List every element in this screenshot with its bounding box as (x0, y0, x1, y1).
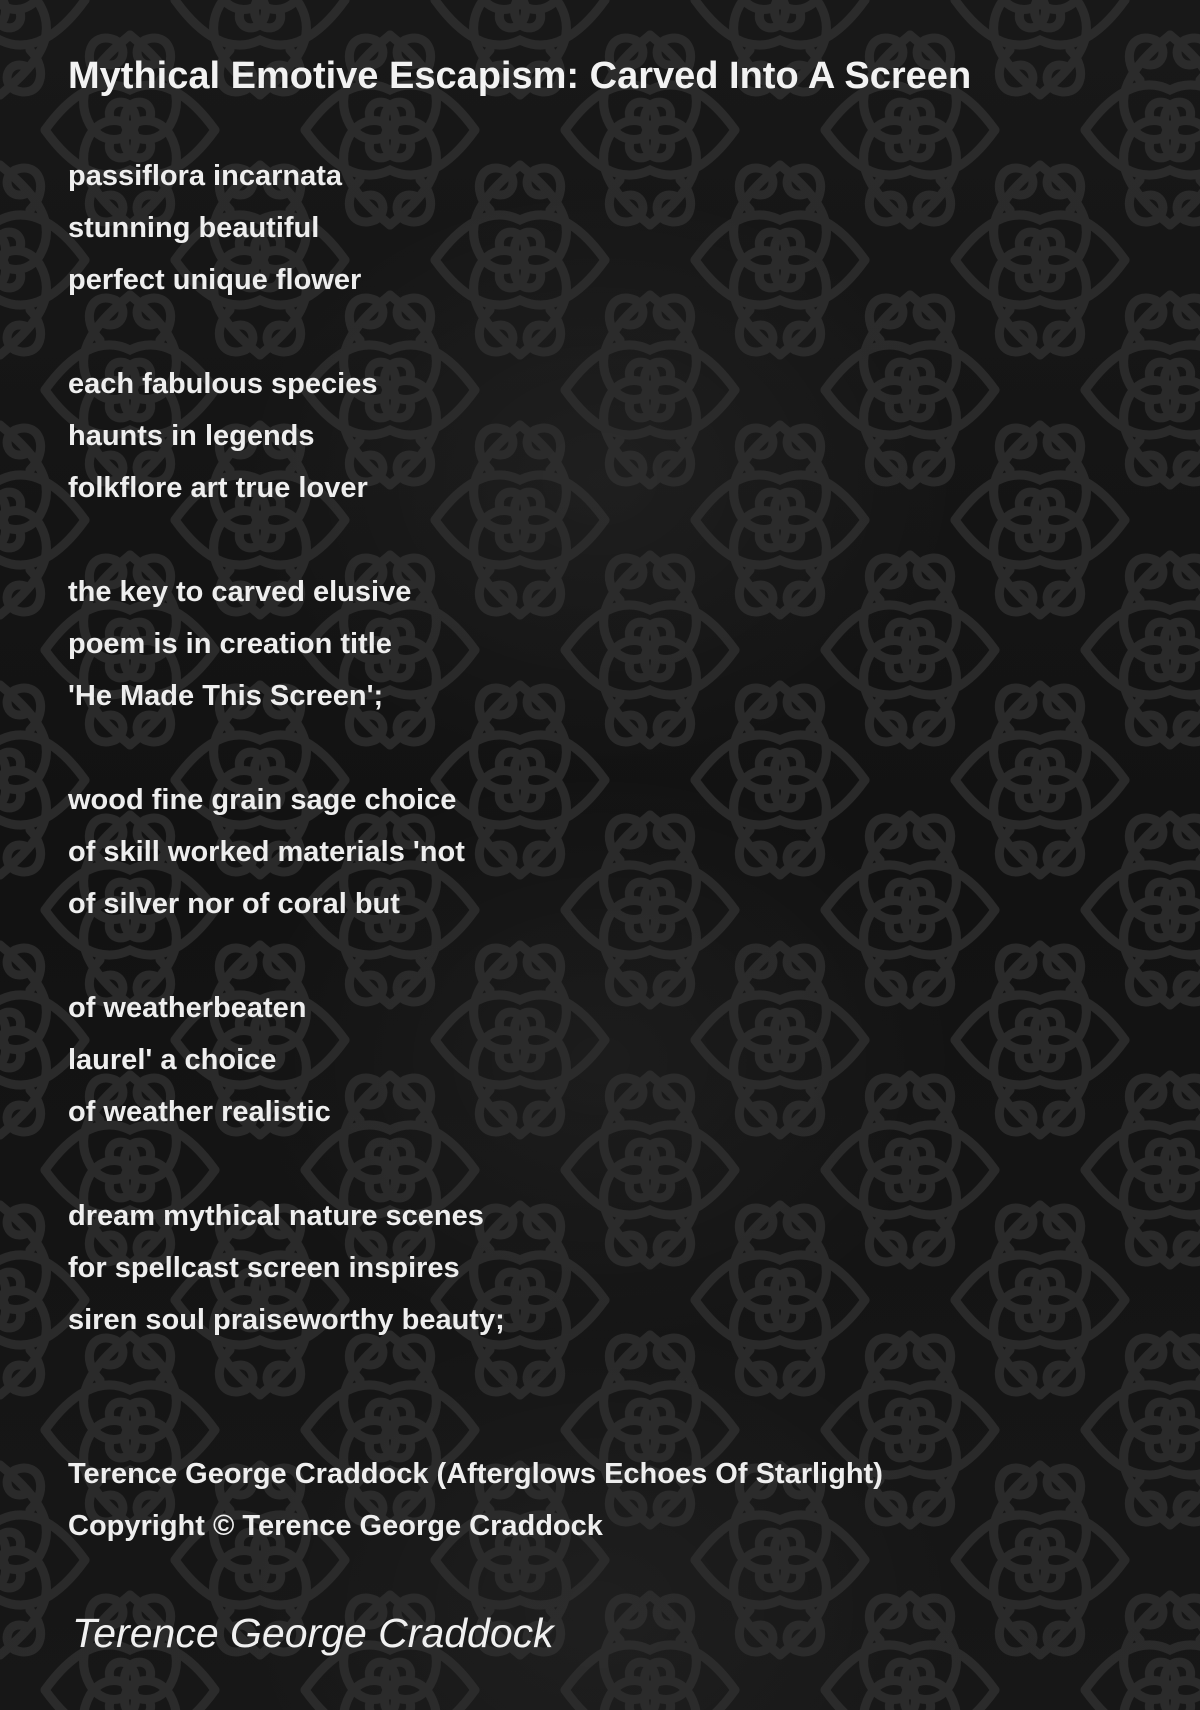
poem-line: of weatherbeaten (68, 992, 307, 1024)
poem-line: of skill worked materials 'not (68, 836, 465, 868)
poem-line: wood fine grain sage choice (68, 784, 457, 816)
poem-stanza (68, 982, 1068, 1138)
poem-stanza (68, 150, 1068, 306)
poem-line: the key to carved elusive (68, 576, 412, 608)
poem-line: passiflora incarnata (68, 160, 342, 192)
poem-stanza (68, 1190, 1068, 1346)
poem-line: haunts in legends (68, 420, 315, 452)
poem-line: folkflore art true lover (68, 472, 368, 504)
author-signature: Terence George Craddock (72, 1610, 554, 1656)
poem-body (68, 150, 1068, 1398)
poem-line: of silver nor of coral but (68, 888, 400, 920)
poem-line: laurel' a choice (68, 1044, 277, 1076)
copyright-notice: Copyright © Terence George Craddock (68, 1510, 603, 1542)
poem-stanza (68, 566, 1068, 722)
poem-line: for spellcast screen inspires (68, 1252, 460, 1284)
poem-line: each fabulous species (68, 368, 378, 400)
poem-line: dream mythical nature scenes (68, 1200, 484, 1232)
poem-stanza (68, 774, 1068, 930)
author-collection-credit: Terence George Craddock (Afterglows Echoes Of Starlight) (68, 1458, 883, 1490)
poem-line: siren soul praiseworthy beauty; (68, 1304, 505, 1336)
credits-block (68, 1448, 883, 1552)
poem-line: 'He Made This Screen'; (68, 680, 384, 712)
poem-title: Mythical Emotive Escapism: Carved Into A Screen (68, 55, 972, 97)
poem-line: perfect unique flower (68, 264, 362, 296)
poem-line: poem is in creation title (68, 628, 392, 660)
poem-stanza (68, 358, 1068, 514)
poem-line: of weather realistic (68, 1096, 331, 1128)
poem-line: stunning beautiful (68, 212, 320, 244)
